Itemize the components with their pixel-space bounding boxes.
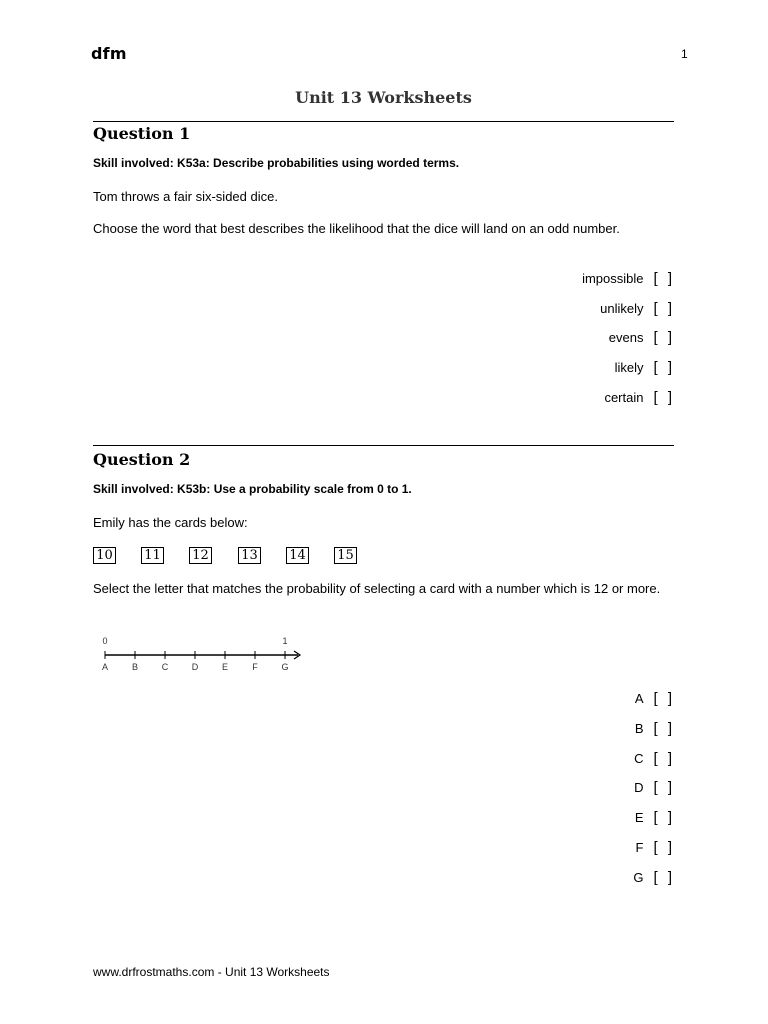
q2-option-e [635, 809, 675, 826]
option-label: certain [604, 390, 644, 405]
q2-option-c [634, 750, 675, 767]
scale-start-label: 0 [102, 636, 108, 646]
number-card: 12 [189, 547, 212, 564]
answer-checkbox[interactable]: [ ] [653, 750, 675, 767]
option-label: F [635, 840, 644, 855]
option-label: E [634, 810, 644, 825]
option-label: likely [614, 360, 644, 375]
q2-option-f [636, 839, 675, 856]
scale-letter-label: A [101, 662, 109, 672]
answer-checkbox[interactable]: [ ] [653, 779, 675, 796]
option-label: impossible [582, 271, 644, 286]
question-2-skill: Skill involved: K53b: Use a probability scale from 0 to 1. [93, 482, 412, 496]
scale-end-label: 1 [282, 636, 288, 646]
answer-checkbox[interactable]: [ ] [653, 720, 675, 737]
number-card: 13 [238, 547, 261, 564]
q2-option-b [635, 720, 675, 737]
logo: dfm [91, 44, 127, 63]
q1-option-impossible [582, 270, 675, 287]
answer-checkbox[interactable]: [ ] [653, 839, 675, 856]
q1-option-likely [615, 359, 675, 376]
footer: www.drfrostmaths.com - Unit 13 Worksheets [93, 965, 330, 979]
scale-letter-label: B [131, 662, 139, 672]
q2-option-a [635, 690, 675, 707]
scale-letter-label: E [221, 662, 229, 672]
number-card: 15 [334, 547, 357, 564]
divider [93, 121, 674, 122]
scale-letter-label: G [281, 662, 289, 672]
probability-scale [98, 633, 308, 675]
answer-checkbox[interactable]: [ ] [653, 359, 675, 376]
scale-letter-label: F [252, 662, 258, 672]
option-label: B [634, 721, 644, 736]
q2-option-d [634, 779, 675, 796]
answer-checkbox[interactable]: [ ] [653, 270, 675, 287]
q1-option-unlikely [600, 300, 675, 317]
option-label: evens [608, 330, 644, 345]
answer-checkbox[interactable]: [ ] [653, 690, 675, 707]
divider [93, 445, 674, 446]
option-label: C [634, 751, 644, 766]
number-card: 11 [141, 547, 164, 564]
q1-option-evens [609, 329, 675, 346]
number-card: 10 [93, 547, 116, 564]
question-2-heading: Question 2 [93, 450, 191, 469]
question-1-skill: Skill involved: K53a: Describe probabilities using worded terms. [93, 156, 460, 170]
question-1-heading: Question 1 [93, 124, 191, 143]
option-label: A [634, 691, 644, 706]
q2-option-g [633, 869, 675, 886]
question-2-prompt-1: Emily has the cards below: [93, 515, 248, 530]
answer-checkbox[interactable]: [ ] [653, 389, 675, 406]
page-title: Unit 13 Worksheets [295, 88, 472, 107]
option-label: D [634, 780, 644, 795]
scale-letter-label: C [161, 662, 169, 672]
question-1-prompt-1: Tom throws a fair six-sided dice. [93, 189, 278, 204]
question-1-prompt-2: Choose the word that best describes the likelihood that the dice will land on an odd number. [93, 221, 620, 236]
answer-checkbox[interactable]: [ ] [653, 809, 675, 826]
number-card: 14 [286, 547, 309, 564]
page-number: 1 [681, 47, 688, 61]
answer-checkbox[interactable]: [ ] [653, 869, 675, 886]
answer-checkbox[interactable]: [ ] [653, 300, 675, 317]
answer-checkbox[interactable]: [ ] [653, 329, 675, 346]
option-label: G [633, 870, 644, 885]
q1-option-certain [604, 389, 675, 406]
question-2-prompt-2: Select the letter that matches the probability of selecting a card with a number which is 12 or more. [93, 581, 661, 596]
scale-letter-label: D [191, 662, 199, 672]
option-label: unlikely [600, 301, 644, 316]
